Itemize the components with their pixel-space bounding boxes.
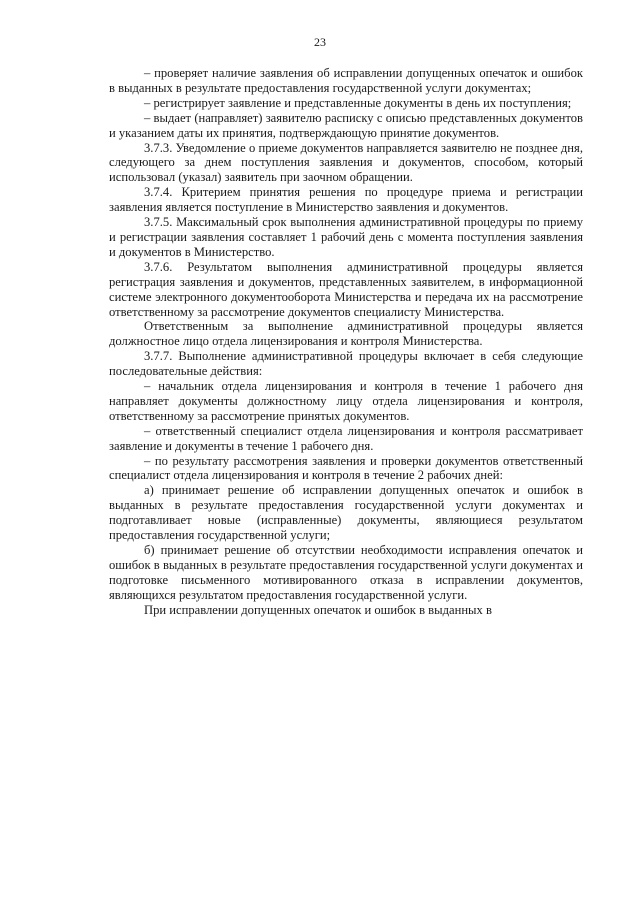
clause-3-7-5: 3.7.5. Максимальный срок выполнения административной процедуры по приему и регистрации заявления составляет 1 рабочий день с момента поступления заявления и документов в Министерство. xyxy=(109,215,583,259)
list-item-head-of-department: – начальник отдела лицензирования и контроля в течение 1 рабочего дня направляет документы должностному лицу отдела лицензирования и контроля, ответственному за рассмотрение принятых документов. xyxy=(109,379,583,423)
responsible-official-paragraph: Ответственным за выполнение административной процедуры является должностное лицо отдела лицензирования и контроля Министерства. xyxy=(109,319,583,349)
clause-3-7-3: 3.7.3. Уведомление о приеме документов направляется заявителю не позднее дня, следующего за днем поступления заявления и документов, способом, который использовал (указал) заявитель при заочном обращении. xyxy=(109,140,583,185)
list-item-specialist-review: – ответственный специалист отдела лицензирования и контроля рассматривает заявление и документы в течение 1 рабочего дня. xyxy=(109,423,583,453)
closing-paragraph: При исправлении допущенных опечаток и ошибок в выданных в xyxy=(144,602,492,617)
clause-3-7-6: 3.7.6. Результатом выполнения административной процедуры является регистрация заявления и документов, представленных заявителем, в информационной системе электронного документооборота Министерства и передача их на рассмотрение ответственному за рассмотрение документов специалисту Министерства. xyxy=(109,259,583,319)
list-item-check-application: – проверяет наличие заявления об исправлении допущенных опечаток и ошибок в выданных в результате предоставления государственной услуги документах; xyxy=(109,66,583,95)
clause-3-7-7: 3.7.7. Выполнение административной процедуры включает в себя следующие последовательные действия: xyxy=(109,349,583,379)
sub-item-b: б) принимает решение об отсутствии необходимости исправления опечаток и ошибок в выданных в результате предоставления государственной услуги документах и подготовке письменного мотивированного отказа в исправлении документов, являющихся результатом предоставления государственной услуги. xyxy=(109,543,583,602)
list-item-issue-receipt: – выдает (направляет) заявителю расписку с описью представленных документов и указанием даты их принятия, подтверждающую принятие документов. xyxy=(109,110,583,140)
document-body xyxy=(109,66,583,618)
list-item-register-application: – регистрирует заявление и представленные документы в день их поступления; xyxy=(144,95,572,110)
list-item-review-results: – по результату рассмотрения заявления и проверки документов ответственный специалист отдела лицензирования и контроля в течение 2 рабочих дней: xyxy=(109,453,583,483)
clause-3-7-4: 3.7.4. Критерием принятия решения по процедуре приема и регистрации заявления является поступление в Министерство заявления и документов. xyxy=(109,185,583,215)
sub-item-a: а) принимает решение об исправлении допущенных опечаток и ошибок в выданных в результате предоставления государственной услуги документах и подготавливает новые (исправленные) документы, являющиеся результатом предоставления государственной услуги; xyxy=(109,483,583,543)
page-number: 23 xyxy=(314,35,326,49)
